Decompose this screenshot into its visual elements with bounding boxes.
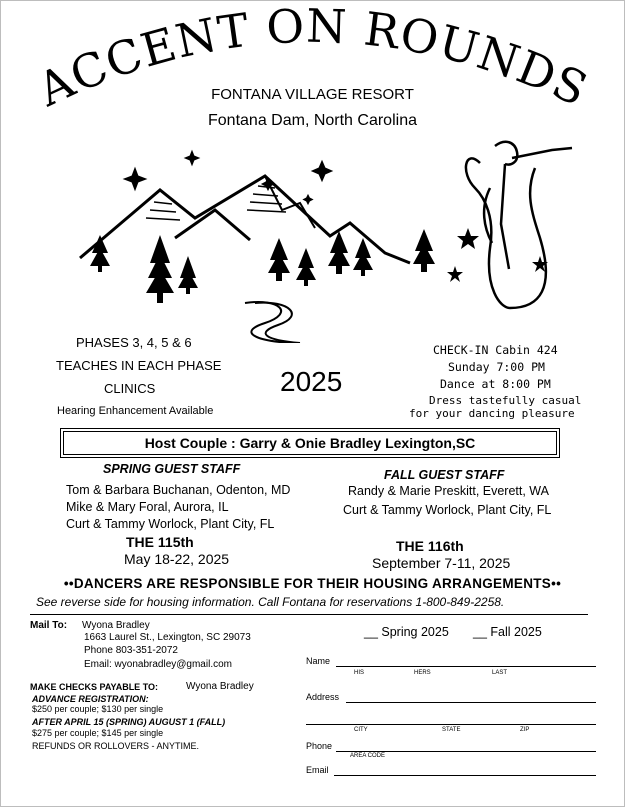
name-field[interactable] [336, 666, 596, 667]
phone-label: Phone [306, 741, 333, 751]
fall-staff-2: Curt & Tammy Worlock, Plant City, FL [343, 503, 552, 517]
city-caption: CITY [354, 727, 368, 733]
advance-label: ADVANCE REGISTRATION: [32, 694, 149, 704]
star-icon [447, 228, 548, 282]
mountain-dancers-illustration [50, 128, 590, 343]
phases-text: PHASES 3, 4, 5 & 6 [76, 335, 192, 350]
after-price: $275 per couple; $145 per single [32, 728, 164, 738]
teaches-text: TEACHES IN EACH PHASE [56, 358, 222, 373]
venue-name: FONTANA VILLAGE RESORT [211, 86, 414, 103]
host-couple-text: Host Couple : Garry & Onie Bradley Lexington,SC [144, 435, 476, 451]
name-label: Name [306, 656, 331, 666]
email-label: Email [306, 765, 329, 775]
clinics-text: CLINICS [104, 381, 156, 396]
address-label: Address [306, 692, 340, 702]
spring-option[interactable]: __ Spring 2025 [364, 625, 449, 639]
spring-staff-heading: SPRING GUEST STAFF [103, 462, 241, 476]
mountain-hatching [146, 186, 286, 220]
dancing-couple [466, 142, 572, 308]
pine-trees [90, 229, 435, 303]
state-caption: STATE [442, 727, 461, 733]
zip-caption: ZIP [520, 727, 530, 733]
refunds-text: REFUNDS OR ROLLOVERS - ANYTIME. [32, 741, 200, 751]
area-code-caption: AREA CODE [350, 753, 386, 759]
fall-option[interactable]: __ Fall 2025 [473, 625, 542, 639]
event-title: ACCENT ON ROUNDS [29, 0, 597, 117]
venue-location: Fontana Dam, North Carolina [208, 112, 417, 129]
city-state-zip-field[interactable] [306, 724, 596, 725]
after-label: AFTER APRIL 15 (SPRING) AUGUST 1 (FALL) [32, 717, 226, 727]
mail-to-label: Mail To: [30, 620, 68, 631]
advance-price: $250 per couple; $130 per single [32, 704, 164, 714]
mail-street: 1663 Laurel St., Lexington, SC 29073 [84, 632, 251, 643]
spring-staff-3: Curt & Tammy Worlock, Plant City, FL [66, 517, 275, 531]
divider [30, 614, 588, 615]
phone-field[interactable] [336, 751, 596, 752]
mail-phone: Phone 803-351-2072 [84, 645, 178, 656]
hearing-text: Hearing Enhancement Available [57, 405, 214, 417]
spring-staff-2: Mike & Mary Foral, Aurora, IL [66, 500, 229, 514]
his-caption: HIS [354, 670, 365, 676]
event-year: 2025 [280, 366, 343, 397]
email-field[interactable] [334, 775, 596, 776]
housing-notice: ••DANCERS ARE RESPONSIBLE FOR THEIR HOUSING ARRANGEMENTS•• [63, 576, 562, 591]
hers-caption: HERS [414, 670, 431, 676]
address-field[interactable] [346, 702, 596, 703]
dress-note-1: Dress tastefully casual [429, 394, 582, 407]
spring-dates: May 18-22, 2025 [124, 551, 230, 567]
checks-payee: Wyona Bradley [186, 681, 254, 692]
spring-edition: THE 115th [126, 534, 194, 550]
fall-dates: September 7-11, 2025 [372, 555, 511, 571]
title-arc [0, 0, 625, 130]
housing-info: See reverse side for housing information. Call Fontana for reservations 1-800-849-2258. [36, 595, 505, 609]
checkin-time: Sunday 7:00 PM [448, 360, 545, 374]
mail-email: Email: wyonabradley@gmail.com [84, 659, 232, 670]
dance-time: Dance at 8:00 PM [440, 377, 551, 391]
spring-staff-1: Tom & Barbara Buchanan, Odenton, MD [66, 483, 291, 497]
fall-staff-heading: FALL GUEST STAFF [384, 468, 505, 482]
checkin-cabin: CHECK-IN Cabin 424 [433, 343, 558, 357]
dress-note-2: for your dancing pleasure [409, 407, 575, 420]
sparkle-icon [124, 151, 332, 204]
mail-name: Wyona Bradley [82, 620, 150, 631]
river [245, 302, 300, 343]
host-couple-box [63, 431, 557, 455]
last-caption: LAST [492, 670, 508, 676]
checks-label: MAKE CHECKS PAYABLE TO: [30, 682, 159, 692]
fall-staff-1: Randy & Marie Preskitt, Everett, WA [348, 484, 549, 498]
fall-edition: THE 116th [396, 538, 464, 554]
